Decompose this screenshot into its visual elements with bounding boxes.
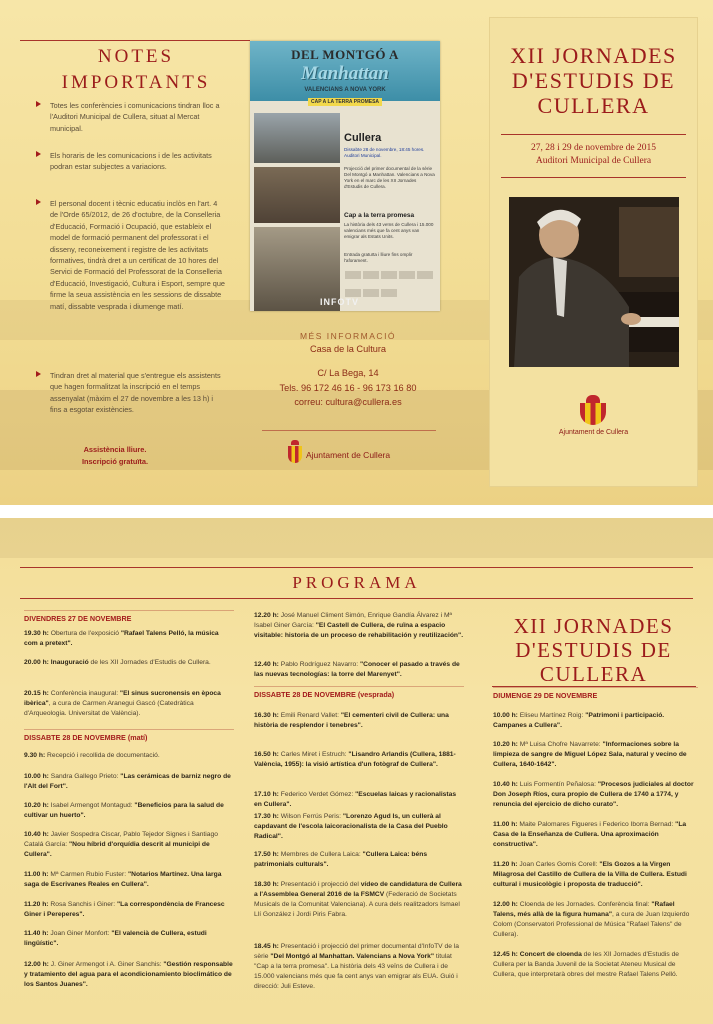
item-time: 11.00 h: xyxy=(24,871,51,878)
programa-item xyxy=(24,900,234,920)
item-speaker: J. Giner Armengot i A. Giner Sanchis: xyxy=(50,961,164,968)
poster-entry: Entrada gratuïta i lliure fins omplir l'aforament. xyxy=(344,252,413,263)
item-title: "Cullera Laica: béns patrimonials culturals". xyxy=(254,851,428,868)
poster-brand: INFOTV xyxy=(320,297,359,307)
item-speaker: Carles Miret i Estruch: xyxy=(280,751,349,758)
programa-day-heading: DISSABTE 28 DE NOVEMBRE (vesprada) xyxy=(254,690,395,699)
poster-cap-text: La història dels 43 veïns de Cullera i 15.000 valencians més que fa cent anys van emigrar als Estats Units. xyxy=(344,222,434,239)
programa-day-heading: DIVENDRES 27 DE NOVEMBRE xyxy=(24,614,132,623)
pianist-photo xyxy=(509,197,679,367)
day-separator xyxy=(493,687,698,688)
item-speaker: Joan Giner Monfort: xyxy=(50,930,112,937)
programa-item xyxy=(254,850,464,870)
item-title: Inauguració xyxy=(50,659,89,666)
programa-item xyxy=(24,960,234,990)
day-separator xyxy=(254,686,464,687)
item-speaker: Javier Sospedra Ciscar, Pablo Tejedor Signes i Santiago Catalá García: xyxy=(24,831,218,848)
info-heading: MÉS INFORMACIÓ xyxy=(299,331,397,341)
item-time: 17.50 h: xyxy=(254,851,281,858)
poster-title: DEL MONTGÓ A xyxy=(291,47,399,62)
item-title: "Del Montgó al Manhattan. Valencians a Nova York" xyxy=(270,952,435,960)
item-time: 18.30 h: xyxy=(254,881,281,888)
poster-place: Cullera xyxy=(344,132,382,144)
programa-title: PROGRAMA xyxy=(292,573,421,592)
item-note: , a cura de Carmen Aranegui Gascó (Catedràtica d'Arqueologia. Universitat de València). xyxy=(24,699,194,717)
programa-item xyxy=(254,790,464,810)
item-title: "Notarios Martínez. Una larga saga de Escrivanes Reales en Cullera". xyxy=(24,871,222,888)
item-time: 12.00 h: xyxy=(493,901,520,908)
item-title: "Rafael Talens Pelló, la música com a pretext". xyxy=(24,630,219,647)
item-speaker: Joan Carles Gomis Corell: xyxy=(519,861,600,868)
item-time: 16.30 h: xyxy=(254,712,281,719)
item-time: 10.00 h: xyxy=(24,773,51,780)
programa-item xyxy=(493,950,698,980)
bullet-icon xyxy=(36,151,41,157)
item-time: 20.15 h: xyxy=(24,690,51,697)
item-time: 16.50 h: xyxy=(254,751,281,758)
cover-rule xyxy=(501,177,686,178)
bullet-icon xyxy=(36,101,41,107)
poster-cap-title: Cap a la terra promesa xyxy=(344,212,415,219)
cullera-shield-icon xyxy=(288,446,302,463)
programa-item xyxy=(254,880,464,920)
cover-panel xyxy=(489,17,698,487)
note-item: Totes les conferències i comunicacions tindran lloc a l'Auditori Municipal de Cullera, situat al Mercat municipal. xyxy=(36,100,226,134)
item-time: 12.45 h: xyxy=(493,951,520,958)
bullet-icon xyxy=(36,199,41,205)
note-item: Els horaris de les comunicacions i de les activitats podran estar subjectes a variacions. xyxy=(36,150,226,173)
item-title: "La correspondència de Francesc Giner i Pereperes". xyxy=(24,901,225,918)
item-speaker: Presentació i projecció del primer documental d'InfoTV de la sèrie xyxy=(254,943,459,960)
item-speaker: José Manuel Climent Simón, Enrique Gandía Álvarez i Mª Isabel Giner García: xyxy=(254,612,452,629)
item-title: "El valencià de Cullera, estudi lingüístic". xyxy=(24,930,207,947)
item-title: "Els Gozos a la Virgen Milagrosa del Castillo de Cullera de la Villa de Cullera. Estudi cultural i musicològic i proposta de traducció". xyxy=(493,861,687,888)
item-title: "Conocer el pasado a través de las nuevas tecnologías: la torre del Marenyet". xyxy=(254,661,460,678)
cover-date: 27, 28 i 29 de novembre de 2015 Auditori Municipal de Cullera xyxy=(530,143,657,166)
item-speaker: Rosa Sanchis i Giner: xyxy=(50,901,117,908)
item-speaker: Isabel Armengot Montagud: xyxy=(50,802,135,809)
programa-item xyxy=(493,900,698,940)
item-time: 9.30 h: xyxy=(24,752,48,759)
item-time: 10.40 h: xyxy=(24,831,51,838)
item-time: 10.00 h: xyxy=(493,712,520,719)
item-speaker: Presentació i projecció del xyxy=(280,881,361,888)
notes-title-line: NOTES xyxy=(97,46,175,67)
programa-item xyxy=(254,660,464,680)
item-time: 11.20 h: xyxy=(24,901,51,908)
item-time: 10.40 h: xyxy=(493,781,520,788)
item-title: "El cementeri civil de Cullera: una història de resplendor i tenebres". xyxy=(254,712,449,729)
cullera-coat-of-arms-icon xyxy=(580,395,606,425)
item-time: 12.00 h: xyxy=(24,961,51,968)
item-title: "Rafael Talens, més allà de la figura humana" xyxy=(493,901,675,918)
cover-ajuntament: Ajuntament de Cullera xyxy=(558,429,629,436)
item-speaker: Luis Formentín Peñalosa: xyxy=(519,781,598,788)
item-time: 10.20 h: xyxy=(24,802,51,809)
item-speaker: Membres de Cullera Laica: xyxy=(280,851,363,858)
note-item: El personal docent i tècnic educatiu inclòs en l'art. 4 de l'Orde 65/2012, de 26 d'octubre, de la Conselleria d'Educació, Formació i Ocupació, que estableix el model de formació permanent del professorat i el disseny, reconeixement i registre de les activitats formatives, tindrà dret a un certificat de 10 hores del Servici de Formació del Professorat de la Conselleria d'Educació, Investigació, Cultura i Esport, sempre que firme la seua assistència en les sessions de dissabte matí, dissabte vesprada i diumenge matí. xyxy=(36,198,226,312)
programa-item xyxy=(24,772,234,792)
item-title: "Nou híbrid d'orquídia descrit al municipi de Cullera". xyxy=(24,840,210,858)
poster-description: Projecció del primer documental de la sèrie Del Montgó a Manhattan. Valencians a Nova York en el marc de les XII Jornades d'Estudis de Cullera. xyxy=(344,166,435,189)
item-title: "Patrimoni i participació. Campanes a Cullera". xyxy=(493,712,665,729)
programa-day-heading: DISSABTE 28 DE NOVEMBRE (matí) xyxy=(24,733,148,742)
documentary-poster xyxy=(250,41,440,311)
item-title: "Lisandro Arlandis (Cullera, 1881-València, 1955): la visió artística d'un fotògraf de Cullera". xyxy=(254,751,456,768)
item-title: Concert de cloenda xyxy=(519,951,582,958)
item-note: (Federació de Societats Musicals de la Comunitat Valenciana). A cura dels realitzadors Ismael Llí González i Jordi Piris Fabra. xyxy=(254,890,460,918)
programa-item xyxy=(493,820,698,850)
item-title: "Procesos judiciales al doctor Don Joseph Ríos, cura propio de Cullera de 1740 a 1774, y renuncia del ejercicio de dicho curato". xyxy=(493,781,694,808)
item-time: 11.20 h: xyxy=(493,861,520,868)
item-title: "Escuelas laicas y racionalistas en Cullera". xyxy=(254,791,457,808)
cover-title: XII JORNADES D'ESTUDIS DE CULLERA xyxy=(510,43,677,118)
item-title: "La Casa de la Enseñanza de Cullera. Una aproximación constructiva". xyxy=(493,821,687,848)
programa-item xyxy=(24,801,234,821)
bullet-icon xyxy=(36,371,41,377)
item-time: 19.30 h: xyxy=(24,630,51,637)
item-title: "Informaciones sobre la limpieza de sangre de Miguel López Sala, natural y vecino de Cullera, 1640-1642". xyxy=(493,741,687,768)
info-phones: Tels. 96 172 46 16 - 96 173 16 80 xyxy=(279,383,417,393)
page-gap xyxy=(0,505,713,518)
item-speaker: Recepció i recollida de documentació. xyxy=(47,752,160,759)
top-rule xyxy=(20,40,250,41)
free-entry-note: Assistència lliure. Inscripció gratuïta. xyxy=(81,445,149,466)
item-speaker: Mª Carmen Rubio Fuster: xyxy=(50,871,128,878)
item-time: 18.45 h: xyxy=(254,943,281,950)
item-speaker: Conferència inaugural: xyxy=(50,690,120,697)
programa-item xyxy=(493,780,698,810)
item-time: 12.40 h: xyxy=(254,661,281,668)
programa-item xyxy=(254,942,464,992)
info-place: Casa de la Cultura xyxy=(309,344,387,354)
programa-rule xyxy=(20,567,693,568)
item-speaker: Mª Luisa Chofre Navarrete: xyxy=(519,741,603,748)
item-time: 10.20 h: xyxy=(493,741,520,748)
programa-item xyxy=(254,750,464,770)
item-note: titulat "Cap a la terra promesa". La història dels 43 veïns de Cullera i de 15.000 valencians més que fa cent anys van emigrar als EUA. Guió i direcció: Juli Esteve. xyxy=(254,952,458,990)
programa-item xyxy=(24,830,234,860)
notes-title-line: IMPORTANTS xyxy=(61,72,211,93)
item-title: "Gestión responsable y tratamiento del agua para el acondicionamiento bioclimático de los Santos Juanes". xyxy=(24,961,233,988)
item-time: 20.00 h: xyxy=(24,659,51,666)
programa-item xyxy=(254,711,464,731)
item-speaker: Pablo Rodríguez Navarro: xyxy=(280,661,360,668)
item-note: de les XII Jornades d'Estudis de Cullera per la Banda Juvenil de la Societat Ateneu Musical de Cullera, que interpretarà obres del mestre Rafael Talens Pelló. xyxy=(493,951,680,978)
item-note: , a cura de Juan Izquierdo Colom (Conservatori Professional de Música "Rafael Talens" de Cullera). xyxy=(493,910,690,938)
poster-date: Dissabte 28 de novembre, 18:45 hores. Auditori Municipal. xyxy=(344,147,425,158)
cover-rule xyxy=(501,134,686,135)
inner-title: XII JORNADES D'ESTUDIS DE CULLERA xyxy=(513,614,674,686)
poster-photo-people xyxy=(254,167,340,223)
notes-title xyxy=(36,44,236,96)
item-title: "Beneficios para la salud de cultivar un huerto". xyxy=(24,802,224,819)
poster-sponsor-logos xyxy=(344,267,434,297)
item-speaker: Eliseu Martínez Roig: xyxy=(519,712,586,719)
item-speaker: Sandra Gallego Prieto: xyxy=(50,773,121,780)
programa-item xyxy=(24,870,234,890)
poster-subtitle: VALENCIANS A NOVA YORK xyxy=(304,87,386,93)
ajuntament-logo: Ajuntament de Cullera xyxy=(288,446,390,464)
programa-item xyxy=(24,751,234,761)
programa-item xyxy=(254,611,464,641)
poster-title-script: Manhattan xyxy=(301,63,389,84)
background-photo-band xyxy=(0,518,713,558)
programa-item xyxy=(24,658,234,668)
item-speaker: Wilson Ferrús Peris: xyxy=(280,813,343,820)
programa-item xyxy=(493,740,698,770)
day-separator xyxy=(24,610,234,611)
poster-tagline: CAP A LA TERRA PROMESA xyxy=(308,98,382,106)
programa-day-heading: DIUMENGE 29 DE NOVEMBRE xyxy=(493,691,598,700)
programa-item xyxy=(493,860,698,890)
poster-photo-ship xyxy=(254,113,340,163)
item-time: 17.10 h: xyxy=(254,791,281,798)
item-title: "El sinus sucronensis en època ibèrica" xyxy=(24,690,221,707)
programa-item xyxy=(24,689,234,719)
info-rule xyxy=(262,430,436,431)
pianist-illustration xyxy=(509,197,679,367)
programa-item xyxy=(254,812,464,842)
day-separator xyxy=(24,729,234,730)
programa-item xyxy=(24,929,234,949)
item-speaker: Obertura de l'exposició xyxy=(50,630,121,637)
info-email[interactable]: correu: cultura@cullera.es xyxy=(294,397,402,407)
programa-item xyxy=(24,629,234,649)
item-time: 11.00 h: xyxy=(493,821,520,828)
item-title: vídeo de candidatura de Cullera a l'Assemblea General 2016 de la FSMCV xyxy=(254,881,462,898)
item-title: "Las cerámicas de barniz negro de l'Alt del Fort". xyxy=(24,773,231,790)
programa-item xyxy=(493,711,698,731)
info-address: C/ La Bega, 14 xyxy=(317,368,379,378)
programa-rule xyxy=(20,598,693,599)
item-time: 11.40 h: xyxy=(24,930,51,937)
item-speaker: Federico Verdet Gómez: xyxy=(280,791,356,798)
item-title: "El Castell de Cullera, de ruïna a espacio visitable: historia de un proceso de rehabilitación y reutilización". xyxy=(254,621,464,639)
item-speaker: Maite Palomares Figueres i Federico Iborra Bernad: xyxy=(519,821,676,828)
item-time: 12.20 h: xyxy=(254,612,281,619)
item-title: "Lorenzo Agud Is, un cullerà al capdavant de l'escola laicoracionalista de la Casa del Pueblo Radical". xyxy=(254,813,448,840)
item-speaker: Emili Renard Vallet: xyxy=(280,712,341,719)
brochure-outer-side xyxy=(0,0,713,505)
item-time: 17.30 h: xyxy=(254,813,281,820)
item-speaker: Cloenda de les Jornades. Conferència final: xyxy=(519,901,652,908)
note-item: Tindran dret al material que s'entregue els assistents que hagen formalitzat la inscripció en el temps assenyalat (màxim el 27 de novembre a les 13 h) i fins a esgotar existències. xyxy=(36,370,226,416)
item-note: de les XII Jornades d'Estudis de Cullera. xyxy=(88,659,211,666)
